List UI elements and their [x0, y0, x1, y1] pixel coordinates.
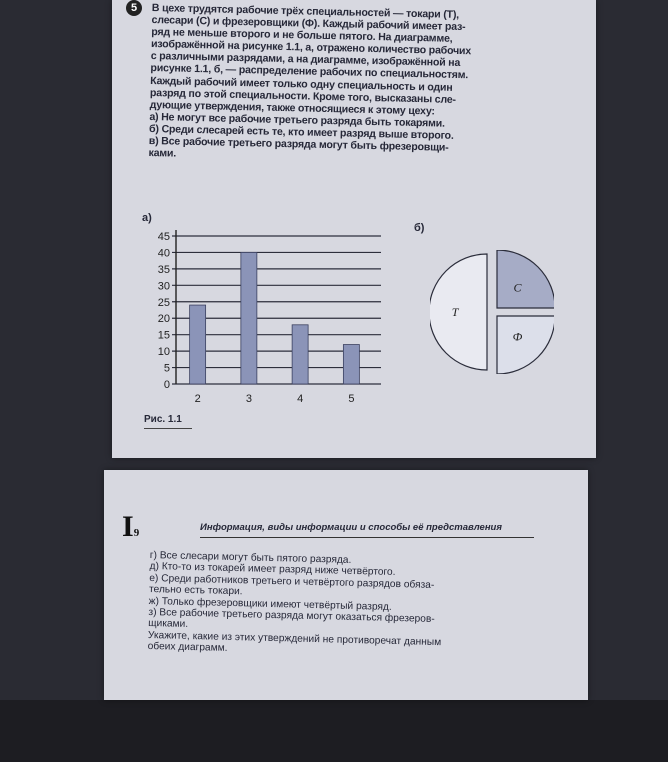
figure-label-b: б) — [414, 222, 425, 234]
page-number: I9 — [122, 510, 140, 543]
y-tick-label: 35 — [157, 263, 170, 276]
y-tick-label: 0 — [163, 379, 170, 391]
caption-underline — [144, 428, 192, 429]
pie-label: С — [513, 280, 522, 295]
bar-rank-4 — [292, 325, 308, 384]
y-tick-label: 40 — [157, 247, 170, 260]
pie-slice-1 — [497, 250, 554, 308]
pie-chart — [430, 250, 554, 374]
bar-rank-3 — [241, 252, 257, 384]
bar-rank-2 — [190, 305, 206, 384]
y-tick-label: 15 — [157, 329, 170, 342]
figure-caption: Рис. 1.1 — [144, 414, 182, 425]
y-tick-label: 20 — [157, 313, 170, 326]
page-header: Информация, виды информации и способы её представления — [200, 522, 502, 533]
pie-slice-2 — [497, 316, 554, 374]
textbook-page-top — [112, 0, 596, 458]
problem-text: В цехе трудятся рабочие трёх специальностей — токари (Т), слесари (С) и фрезеровщики (Ф). Каждый рабочий имеет раз- ряд не меньше второго и не больше пятого. На диаграмме, изображённой на рисунке 1.1, а, отражено количество рабочих с различными разрядами, а на диаграмме, изображённой на рисунке 1.1, б, — распределение рабочих по специальностям. Каждый рабочий имеет только одну специальность и один разряд по этой специальности. Кроме того, высказаны сле- дующие утверждения, также относящиеся к этому цеху: а) Не могут все рабочие третьего разряда быть токарями. б) Среди слесарей есть те, кто имеет разряд выше второго. в) Все рабочие третьего разряда могут быть фрезеровщи- ками. — [148, 2, 472, 160]
header-underline — [200, 537, 534, 538]
y-tick-label: 45 — [157, 231, 170, 243]
y-tick-label: 5 — [163, 362, 170, 375]
y-tick-label: 25 — [157, 296, 170, 309]
bar-chart — [146, 228, 396, 410]
x-tick-label: 3 — [245, 393, 252, 405]
textbook-page-bottom — [104, 470, 588, 700]
statements-text: г) Все слесари могут быть пятого разряда. д) Кто-то из токарей имеет разряд ниже четвёртого. е) Среди работников третьего и четвёртого разрядов обяза- тельно есть токари. ж) Только фрезеровщики имеют четвёртый разряд. з) Все рабочие третьего разряда могут оказаться фрезеров- щиками. Укажите, какие из этих утверждений не противоречат данным обеих диаграмм. — [147, 550, 442, 655]
problem-number-badge: 5 — [126, 0, 142, 16]
x-tick-label: 4 — [297, 393, 304, 405]
pie-label: Т — [451, 305, 459, 319]
x-tick-label: 5 — [348, 393, 355, 405]
pie-slice-0 — [430, 254, 487, 370]
pie-label: Ф — [512, 329, 523, 344]
y-tick-label: 10 — [157, 346, 170, 359]
figure-label-a: а) — [142, 212, 152, 224]
y-tick-label: 30 — [157, 280, 170, 293]
bar-rank-5 — [343, 345, 359, 384]
x-tick-label: 2 — [194, 393, 201, 405]
